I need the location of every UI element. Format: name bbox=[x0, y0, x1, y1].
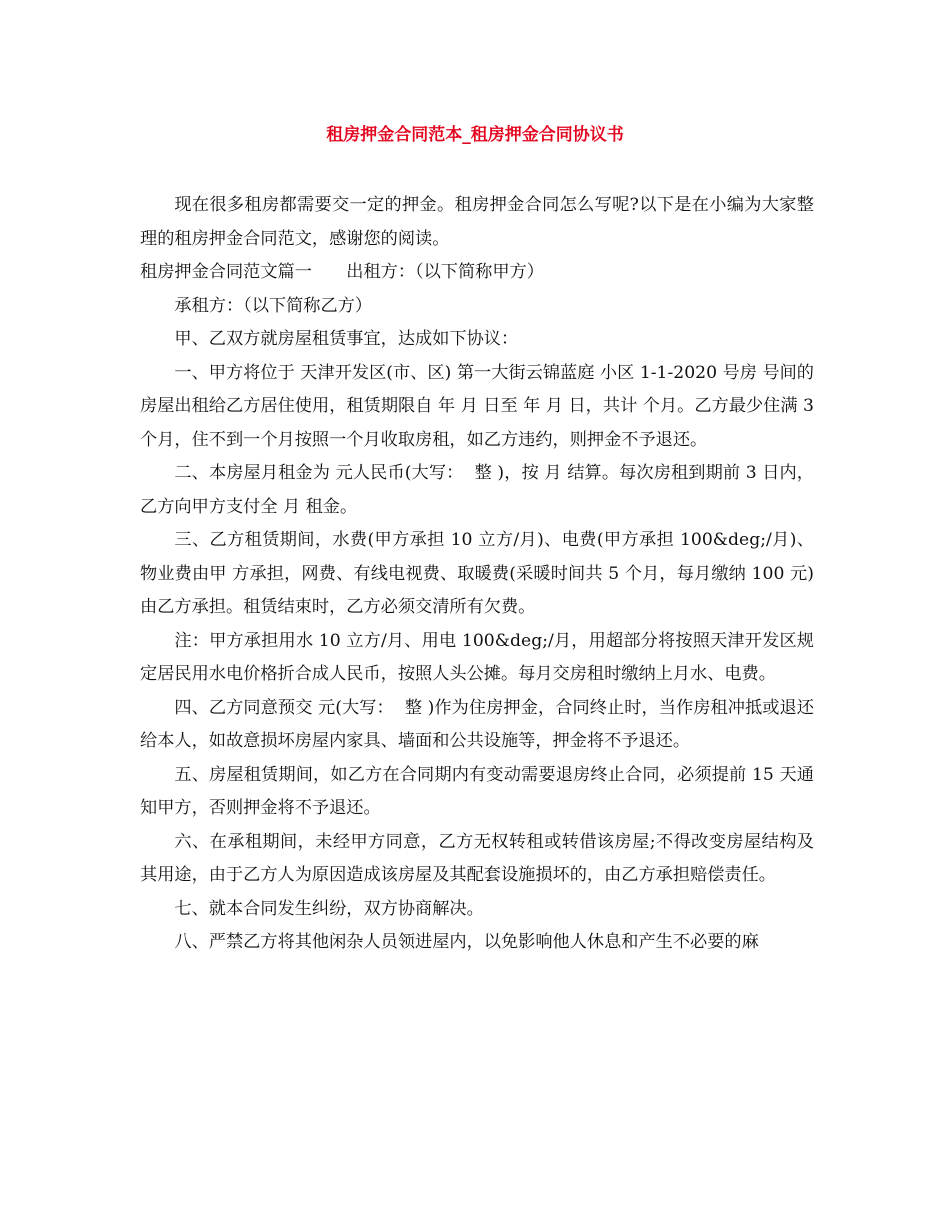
clause-1: 一、甲方将位于 天津开发区(市、区) 第一大街云锦蓝庭 小区 1-1-2020 号房 号间的房屋出租给乙方居住使用，租赁期限自 年 月 日至 年 月 日，共计 个月。乙方最少住满 3 个月，住不到一个月按照一个月收取房租，如乙方违约，则押金不予退还。 bbox=[140, 362, 820, 450]
clause-3: 三、乙方租赁期间，水费(甲方承担 10 立方/月)、电费(甲方承担 100&deg;/月)、物业费由甲 方承担，网费、有线电视费、取暖费(采暖时间共 5 个月，每月缴纳 100 元)由乙方承担。租赁结束时，乙方必须交清所有欠费。 bbox=[140, 530, 814, 617]
clause-4: 四、乙方同意预交 元(大写： 整 )作为住房押金，合同终止时，当作房租冲抵或退还给本人，如故意损坏房屋内家具、墙面和公共设施等，押金将不予退还。 bbox=[140, 697, 814, 751]
document-body bbox=[140, 189, 820, 960]
note-paragraph: 注：甲方承担用水 10 立方/月、用电 100&deg;/月，用超部分将按照天津开发区规定居民用水电价格折合成人民币，按照人头公摊。每月交房租时缴纳上月水、电费。 bbox=[140, 630, 814, 684]
lessee-line: 承租方：（以下简称乙方） bbox=[174, 295, 373, 316]
intro-paragraph: 现在很多租房都需要交一定的押金。租房押金合同怎么写呢?以下是在小编为大家整理的租房押金合同范文，感谢您的阅读。 bbox=[140, 195, 814, 249]
clause-2: 二、本房屋月租金为 元人民币(大写： 整 )，按 月 结算。每次房租到期前 3 日内，乙方向甲方支付全 月 租金。 bbox=[140, 463, 814, 517]
clause-8: 八、严禁乙方将其他闲杂人员领进屋内，以免影响他人休息和产生不必要的麻 bbox=[174, 932, 759, 952]
document-title: 租房押金合同范本_租房押金合同协议书 bbox=[326, 125, 624, 145]
clause-7: 七、就本合同发生纠纷，双方协商解决。 bbox=[174, 898, 484, 919]
clause-5: 五、房屋租赁期间，如乙方在合同期内有变动需要退房终止合同，必须提前 15 天通知甲方，否则押金将不予退还。 bbox=[140, 764, 814, 818]
agreement-intro: 甲、乙双方就房屋租赁事宜，达成如下协议： bbox=[174, 329, 519, 349]
lessor-line: 租房押金合同范文篇一 出租方：（以下简称甲方） bbox=[140, 262, 544, 282]
clause-6: 六、在承租期间，未经甲方同意，乙方无权转租或转借该房屋;不得改变房屋结构及其用途，由于乙方人为原因造成该房屋及其配套设施损坏的，由乙方承担赔偿责任。 bbox=[140, 831, 814, 885]
